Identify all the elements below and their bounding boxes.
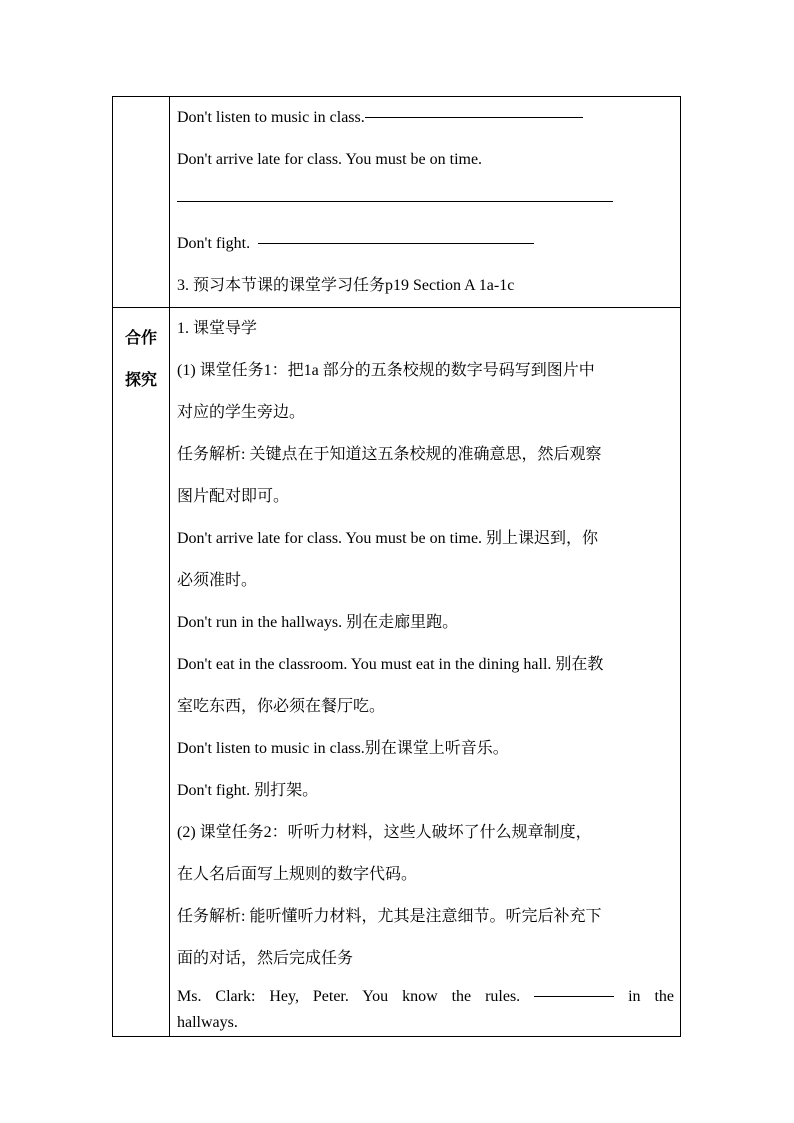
section-label-top: 合作 [124,328,157,347]
lesson-table [112,96,681,1037]
list-item: 图片配对即可。 [177,488,290,505]
list-item: Don't fight. 别打架。 [177,782,319,799]
preview-task-text: 3. 预习本节课的课堂学习任务p19 Section A 1a-1c [177,277,515,294]
dialog-text: Ms. Clark: Hey, Peter. You know the rules. [177,988,521,1005]
list-item: 1. 课堂导学 [177,320,258,337]
list-item [177,181,674,223]
list-item [177,223,674,265]
list-item: 室吃东西，你必须在餐厅吃。 [177,698,386,715]
answer-blank[interactable] [534,995,614,997]
dialog-line: hallways. [177,1014,238,1031]
rule-text: Don't listen to music in class. [177,109,365,126]
label-cell-empty [113,97,170,308]
rule-text: Don't fight. [177,235,255,252]
list-item: 任务解析: 能听懂听力材料，尤其是注意细节。听完后补充下 [177,908,602,925]
list-item: 在人名后面写上规则的数字代码。 [177,866,418,883]
list-item: Don't arrive late for class. You must be on time. 别上课迟到，你 [177,530,599,547]
dialog-block [177,980,674,1036]
list-item: (1) 课堂任务1：把1a 部分的五条校规的数字号码写到图片中 [177,362,595,379]
list-item: 任务解析: 关键点在于知道这五条校规的准确意思，然后观察 [177,446,602,463]
list-item: (2) 课堂任务2：听听力材料，这些人破坏了什么规章制度， [177,824,592,841]
list-item: 面的对话，然后完成任务 [177,950,354,967]
rule-text: Don't arrive late for class. You must be on time. [177,151,483,168]
section-label-bottom: 探究 [124,370,157,389]
answer-blank[interactable] [177,200,613,202]
table-row-preview [113,97,681,308]
answer-blank[interactable] [258,242,534,244]
list-item: 对应的学生旁边。 [177,404,306,421]
section-label-cell [113,308,170,1037]
list-item: Don't run in the hallways. 别在走廊里跑。 [177,614,459,631]
list-item: 必须准时。 [177,572,258,589]
answer-blank[interactable] [365,116,583,118]
dialog-line [177,984,674,1010]
dialog-text: in the [628,988,674,1005]
list-item: Don't eat in the classroom. You must eat in the dining hall. 别在教 [177,656,604,673]
list-item [177,265,674,307]
preview-content-cell [170,97,681,308]
list-item: Don't listen to music in class.别在课堂上听音乐。 [177,740,509,757]
table-row-cooperative [113,308,681,1037]
list-item [177,139,674,181]
cooperative-content-cell [170,308,681,1037]
list-item [177,97,674,139]
